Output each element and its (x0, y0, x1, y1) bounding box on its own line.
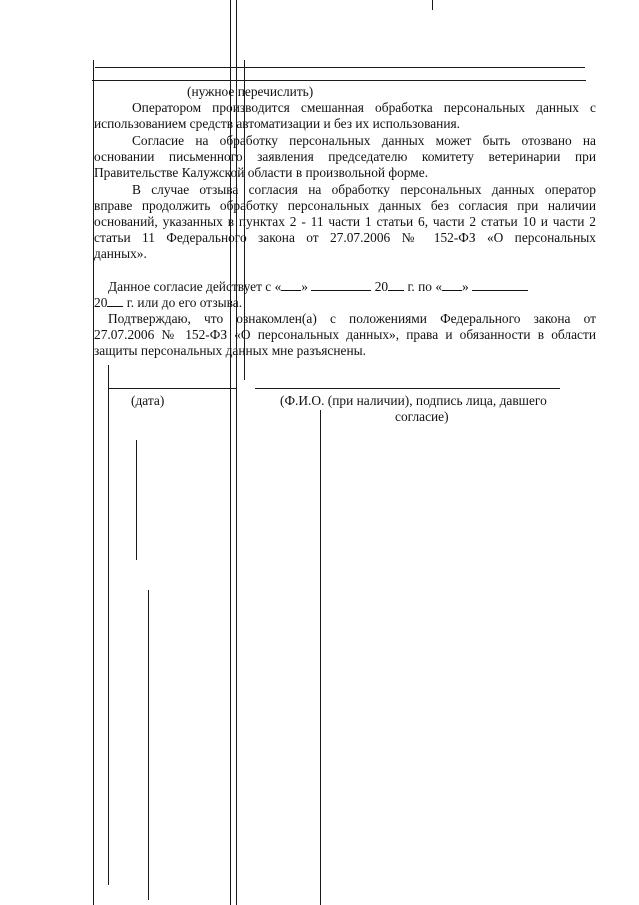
paragraph-line: Согласие на обработку персональных данных может быть отозвано на (132, 133, 596, 148)
paragraph-line: защиты персональных данных мне разъяснены. (94, 343, 366, 358)
month-blank-2 (472, 279, 528, 291)
paragraph-line: В случае отзыва согласия на обработку персональных данных оператор (132, 182, 596, 197)
paragraph-line: использованием средств автоматизации и без их использования. (94, 116, 461, 131)
day-blank-2 (442, 279, 462, 291)
scan-line (136, 440, 137, 560)
year-blank (388, 279, 404, 291)
paragraph-line: статьи 11 Федерального закона от 27.07.2006 № 152-ФЗ «О персональных (94, 230, 596, 245)
hint-text: (нужное перечислить) (187, 84, 314, 99)
validity-year-2: 20 (94, 295, 108, 310)
scan-line (432, 0, 433, 10)
paragraph-line: основании письменного заявления председателю комитету ветеринарии при (94, 149, 596, 164)
paragraph-line: Оператором производится смешанная обработка персональных данных с (132, 100, 596, 115)
validity-prefix: Данное согласие действует с « (108, 279, 282, 294)
name-label-line1: (Ф.И.О. (при наличии), подпись лица, давшего (280, 393, 547, 408)
name-signature-line (255, 388, 560, 389)
validity-quote-2: » (462, 279, 469, 294)
validity-year: 20 (374, 279, 389, 294)
paragraph-line: Подтверждаю, что ознакомлен(а) с положениями Федерального закона от (108, 311, 596, 326)
validity-line-2 (94, 295, 242, 311)
name-label-line2: согласие) (395, 409, 449, 424)
paragraph-line: вправе продолжить обработку персональных данных без согласия при наличии (94, 198, 596, 213)
top-rule (92, 80, 586, 81)
day-blank (281, 279, 301, 291)
top-rule (95, 67, 585, 68)
paragraph-line: оснований, указанных в пунктах 2 - 11 части 1 статьи 6, части 2 статьи 10 и части 2 (94, 214, 596, 229)
scan-line (148, 590, 149, 900)
validity-until: г. по « (407, 279, 443, 294)
paragraph-line: 27.07.2006 № 152-ФЗ «О персональных данных», права и обязанности в области (94, 327, 596, 342)
scan-line (108, 365, 109, 885)
paragraph-line: Правительстве Калужской области в произвольной форме. (94, 165, 429, 180)
date-label: (дата) (131, 393, 165, 408)
scan-line (320, 410, 321, 905)
validity-quote: » (301, 279, 308, 294)
month-blank (311, 279, 371, 291)
scan-line (93, 60, 94, 905)
date-signature-line (108, 388, 236, 389)
validity-line (108, 279, 528, 295)
validity-suffix: г. или до его отзыва. (126, 295, 243, 310)
year-blank-2 (107, 295, 123, 307)
paragraph-line: данных». (94, 246, 147, 261)
